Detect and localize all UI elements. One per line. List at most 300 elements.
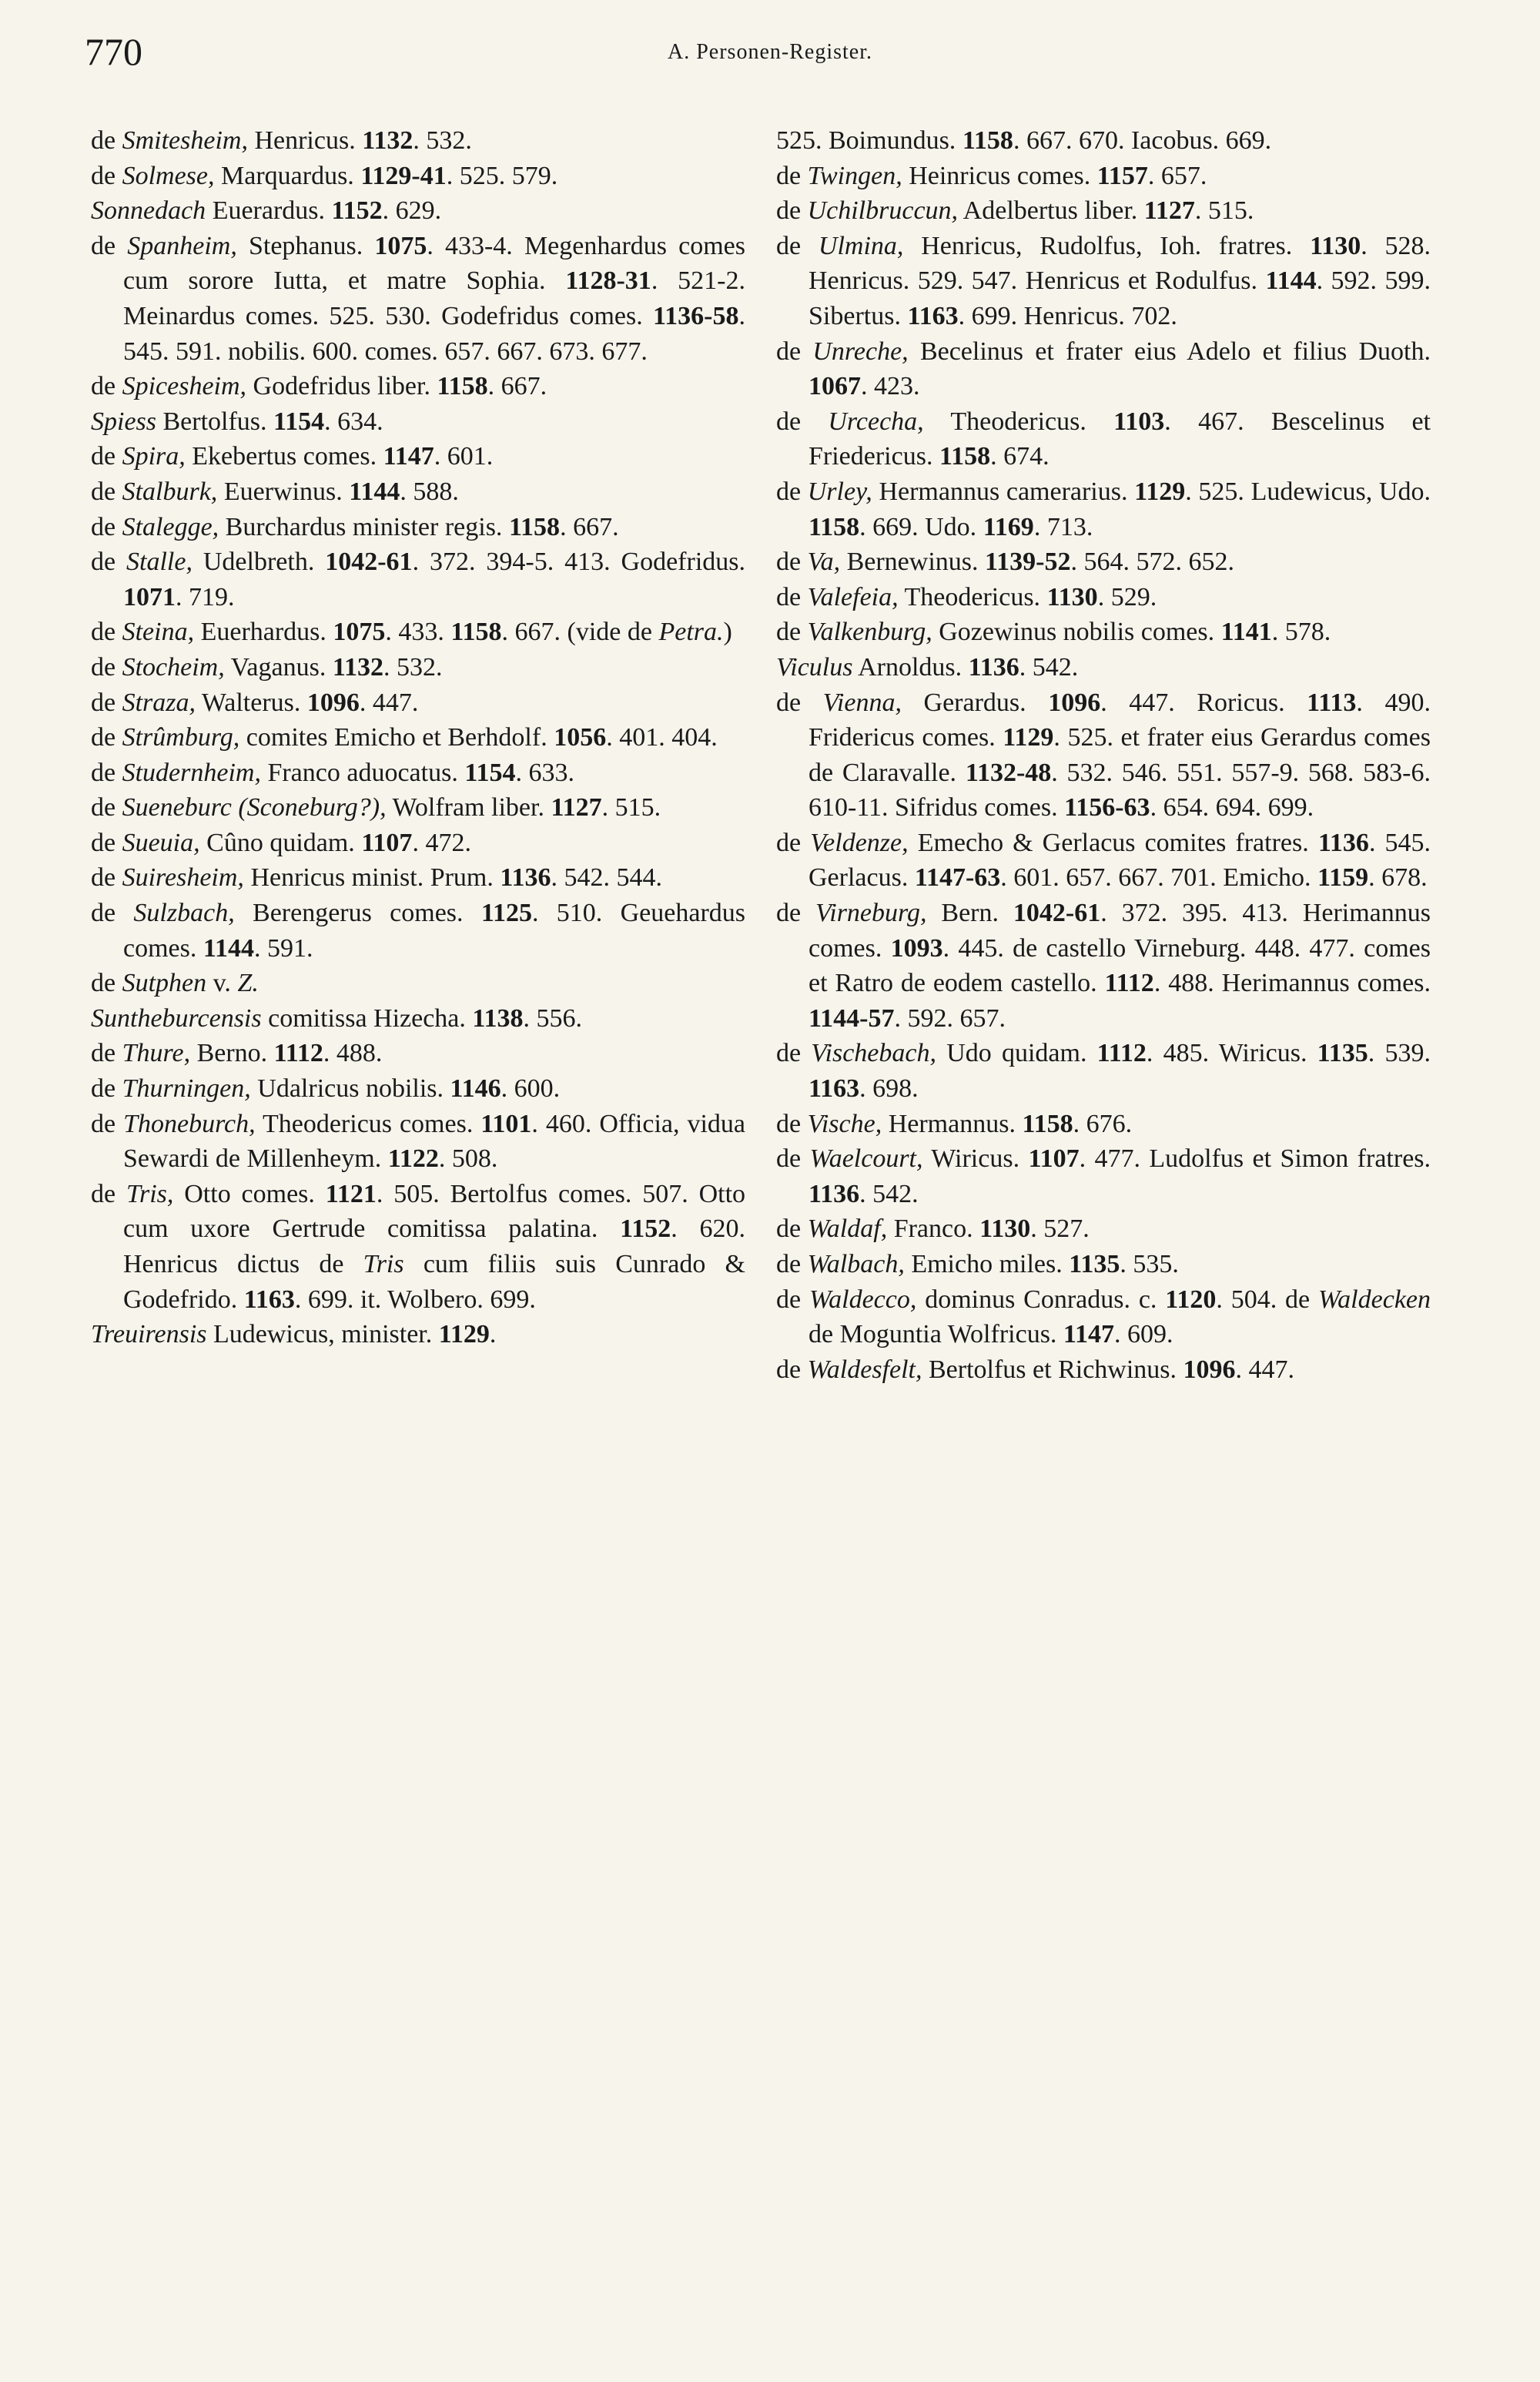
register-entry: [91, 896, 745, 966]
register-entry: [776, 615, 1431, 650]
entry-text: . 669. Udo.: [859, 512, 983, 541]
register-entry: [91, 474, 745, 510]
entry-text: . 525. 579.: [446, 161, 558, 190]
entry-year: 1163: [907, 301, 959, 330]
entry-name: Sueuia,: [122, 828, 200, 857]
register-columns: [91, 123, 1461, 2341]
entry-text: de: [91, 793, 122, 822]
entry-year: 1096: [306, 688, 360, 717]
entry-text: . 532.: [413, 126, 472, 155]
entry-name: Unreche,: [812, 337, 909, 366]
entry-year: 1129: [1134, 477, 1186, 506]
entry-text: Wiricus.: [922, 1144, 1029, 1174]
entry-text: de: [91, 863, 122, 893]
entry-year: 1136-58: [653, 301, 739, 330]
entry-text: . 667. (vide de: [501, 618, 659, 647]
entry-name: Studernheim,: [122, 758, 261, 787]
register-entry: [91, 544, 745, 615]
entry-text: Arnoldus.: [852, 652, 969, 682]
entry-name: Vische,: [807, 1109, 882, 1138]
register-entry: [776, 650, 1431, 685]
entry-name: Strûmburg,: [122, 723, 240, 752]
entry-name: Urley,: [807, 477, 872, 506]
entry-text: . 401. 404.: [606, 723, 718, 752]
entry-text: . 634.: [324, 407, 383, 436]
entry-name: Sulzbach,: [133, 899, 235, 928]
entry-year: 1152: [331, 196, 383, 226]
register-entry: [91, 193, 745, 229]
register-entry: [776, 229, 1431, 334]
register-entry: [91, 826, 745, 861]
entry-text: de: [91, 512, 122, 541]
entry-text: de: [776, 828, 811, 857]
entry-text: . 447.: [1235, 1355, 1295, 1384]
entry-name: Stalegge,: [122, 512, 219, 541]
entry-year: 1127: [551, 793, 602, 822]
register-entry: [91, 439, 745, 474]
entry-year: 1159: [1317, 863, 1369, 893]
entry-text: de: [776, 1355, 808, 1384]
entry-text: de: [91, 477, 122, 506]
entry-year: 1147: [383, 442, 434, 471]
entry-text: de: [91, 442, 122, 471]
entry-text: Godefridus liber.: [246, 372, 437, 401]
entry-year: 1113: [1307, 688, 1357, 717]
entry-text: . 445. de castello Virneburg. 448. 477. comes et Ratro de eodem castello.: [808, 933, 1431, 998]
entry-text: Bertolfus.: [156, 407, 274, 436]
right-column: [776, 123, 1431, 1387]
entry-year: 1132-48: [965, 758, 1052, 787]
entry-year: 1144: [349, 477, 400, 506]
entry-text: Euerhardus.: [194, 618, 333, 647]
entry-name: Twingen,: [807, 161, 902, 190]
entry-year: 1146: [450, 1074, 501, 1104]
entry-year: 1129: [438, 1320, 490, 1349]
entry-text: . 667.: [487, 372, 547, 401]
entry-text: Gerardus.: [901, 688, 1049, 717]
entry-text: Henricus, Rudolfus, Ioh. fratres.: [903, 231, 1311, 260]
entry-text: de: [776, 231, 819, 260]
entry-text: 525. Boimundus.: [776, 126, 962, 155]
register-entry: [91, 650, 745, 685]
entry-year: 1125: [480, 899, 532, 928]
entry-year: 1129-41: [360, 161, 447, 190]
entry-name: Viculus: [776, 652, 853, 682]
entry-text: . 467. Bescelinus et Friedericus.: [808, 407, 1431, 471]
entry-text: . 545. Gerlacus.: [808, 828, 1431, 893]
entry-text: . 674.: [990, 442, 1050, 471]
entry-text: Bertolfus et Richwinus.: [922, 1355, 1183, 1384]
entry-text: . 654. 694. 699.: [1150, 793, 1314, 822]
entry-text: de: [91, 688, 122, 717]
entry-name: Sonnedach: [91, 196, 206, 226]
register-entry: [776, 1282, 1431, 1352]
entry-year: 1067: [808, 372, 861, 401]
entry-year: 1158: [962, 126, 1013, 155]
entry-text: Walterus.: [196, 688, 307, 717]
entry-text: de: [91, 969, 122, 998]
entry-name: Walbach,: [807, 1250, 905, 1278]
entry-text: . 719.: [176, 582, 235, 611]
entry-text: . 372. 394-5. 413. Godefridus.: [412, 548, 746, 577]
entry-text: . 667.: [560, 512, 619, 541]
entry-name: Z.: [237, 969, 259, 998]
entry-text: . 600.: [500, 1074, 561, 1104]
entry-text: de: [776, 337, 813, 366]
entry-name: Spiess: [91, 407, 156, 436]
register-entry: [91, 159, 745, 194]
entry-text: . 460. Officia, vidua Sewardi de Millenheym.: [123, 1109, 745, 1174]
entry-text: . 542.: [1019, 652, 1079, 682]
entry-text: Franco.: [887, 1214, 980, 1244]
entry-name: Va,: [807, 548, 841, 577]
entry-year: 1144: [203, 933, 254, 963]
entry-text: . 447. Roricus.: [1100, 688, 1307, 717]
register-entry: [776, 685, 1431, 826]
entry-name: Waldecken: [1317, 1285, 1431, 1314]
register-entry: [91, 1036, 745, 1071]
register-entry: [776, 826, 1431, 896]
entry-text: . 601.: [434, 442, 494, 471]
register-entry: [776, 580, 1431, 615]
register-entry: [776, 404, 1431, 474]
entry-year: 1096: [1048, 688, 1101, 717]
entry-text: Emicho miles.: [904, 1250, 1070, 1278]
entry-text: de: [776, 899, 815, 928]
entry-year: 1158: [808, 512, 860, 541]
entry-name: Valefeia,: [807, 582, 899, 611]
register-entry: [776, 544, 1431, 580]
entry-year: 1139-52: [985, 548, 1071, 577]
entry-text: . 556.: [523, 1003, 583, 1033]
entry-name: Waldaf,: [807, 1214, 888, 1244]
entry-name: Tris: [363, 1250, 404, 1278]
entry-year: 1127: [1143, 196, 1195, 226]
entry-text: . 510. Geuehardus comes.: [123, 899, 746, 963]
left-column: [91, 123, 745, 1352]
entry-text: . 545. 591. nobilis. 600. comes. 657. 667. 673. 677.: [123, 301, 745, 366]
entry-text: de: [91, 1074, 122, 1104]
entry-year: 1147: [1063, 1320, 1115, 1349]
entry-name: Urcecha,: [828, 407, 924, 436]
entry-year: 1136: [968, 652, 1019, 682]
entry-text: Udo quidam.: [936, 1039, 1097, 1068]
entry-text: . 423.: [861, 372, 920, 401]
entry-year: 1101: [480, 1109, 532, 1138]
entry-year: 1158: [939, 442, 991, 471]
entry-name: Straza,: [122, 688, 196, 717]
entry-text: . 713.: [1033, 512, 1093, 541]
entry-year: 1056: [554, 723, 607, 752]
entry-name: Waldecco,: [808, 1285, 917, 1314]
register-entry: [776, 1107, 1431, 1142]
entry-name: Suiresheim,: [122, 863, 244, 893]
entry-text: comitissa Hizecha.: [261, 1003, 473, 1033]
entry-name: Waelcourt,: [809, 1144, 923, 1174]
register-entry: [91, 1107, 745, 1177]
entry-text: Ludewicus, minister.: [206, 1320, 439, 1349]
entry-year: 1158: [1022, 1109, 1073, 1138]
entry-text: . 488.: [323, 1039, 383, 1068]
entry-text: de: [776, 477, 808, 506]
entry-text: de: [776, 548, 808, 577]
entry-text: . 472.: [412, 828, 471, 857]
entry-name: Sueneburc (Sconeburg?),: [122, 793, 387, 822]
entry-year: 1093: [890, 933, 943, 963]
entry-year: 1107: [1028, 1144, 1080, 1174]
entry-text: . 485. Wiricus.: [1146, 1039, 1317, 1068]
entry-text: de: [91, 161, 122, 190]
entry-text: . 667. 670. Iacobus. 669.: [1013, 126, 1272, 155]
entry-text: de: [91, 1039, 122, 1068]
register-entry: [91, 860, 745, 896]
entry-year: 1075: [374, 231, 427, 260]
page-number: 770: [85, 30, 142, 73]
entry-text: . 592. 657.: [894, 1003, 1006, 1033]
entry-year: 1136: [500, 863, 551, 893]
entry-year: 1138: [472, 1003, 524, 1033]
entry-text: de: [776, 196, 808, 226]
entry-text: Udelbreth.: [192, 548, 326, 577]
entry-name: Spicesheim,: [122, 372, 247, 401]
entry-text: de: [776, 688, 823, 717]
entry-text: de: [776, 407, 829, 436]
entry-text: comites Emicho et Berhdolf.: [239, 723, 554, 752]
entry-name: Vischebach,: [811, 1039, 936, 1068]
entry-text: Hermannus.: [882, 1109, 1023, 1138]
entry-text: Burchardus minister regis.: [219, 512, 509, 541]
entry-year: 1075: [333, 618, 386, 647]
entry-text: . 609.: [1114, 1320, 1173, 1349]
entry-text: Hermannus camerarius.: [872, 477, 1135, 506]
entry-text: . 527.: [1030, 1214, 1090, 1244]
entry-text: Cûno quidam.: [199, 828, 362, 857]
entry-text: . 504. de: [1216, 1285, 1318, 1314]
entry-text: Euerardus.: [206, 196, 332, 226]
entry-text: . 505. Bertolfus comes. 507. Otto cum uxore Gertrude comitissa palatina.: [123, 1179, 746, 1244]
entry-text: . 525. Ludewicus, Udo.: [1185, 477, 1431, 506]
entry-text: Wolfram liber.: [386, 793, 551, 822]
entry-year: 1147-63: [914, 863, 1001, 893]
entry-text: . 515.: [601, 793, 661, 822]
entry-text: Adelbertus liber.: [958, 196, 1144, 226]
register-entry: [91, 369, 745, 404]
entry-name: Waldesfelt,: [807, 1355, 922, 1384]
register-entry: [91, 685, 745, 721]
entry-year: 1112: [1104, 969, 1154, 998]
entry-text: . 657.: [1147, 161, 1207, 190]
entry-text: . 678.: [1368, 863, 1428, 893]
entry-name: Spanheim,: [127, 231, 237, 260]
entry-name: Stalle,: [126, 548, 192, 577]
entry-text: de: [91, 1179, 126, 1208]
entry-text: de: [776, 1144, 810, 1174]
entry-name: Thurningen,: [122, 1074, 251, 1104]
entry-year: 1136: [1317, 828, 1369, 857]
register-entry: [776, 159, 1431, 194]
register-entry: [776, 474, 1431, 544]
entry-year: 1132: [362, 126, 413, 155]
entry-text: de: [91, 652, 122, 682]
entry-text: Berengerus comes.: [234, 899, 481, 928]
entry-text: . 532. 546. 551. 557-9. 568. 583-6. 610-11. Sifridus comes.: [808, 758, 1431, 822]
entry-year: 1152: [620, 1214, 671, 1244]
register-entry: [91, 510, 745, 545]
entry-year: 1154: [464, 758, 516, 787]
entry-text: . 433.: [385, 618, 451, 647]
entry-text: . 542. 544.: [551, 863, 662, 893]
entry-text: . 433-4. Megenhardus comes cum sorore Iutta, et matre Sophia.: [123, 231, 745, 296]
entry-text: . 699. it. Wolbero. 699.: [294, 1285, 536, 1314]
entry-text: Ekebertus comes.: [185, 442, 383, 471]
register-entry: [91, 966, 745, 1001]
entry-name: Tris,: [126, 1179, 174, 1208]
entry-text: .: [489, 1320, 497, 1349]
register-entry: [776, 123, 1431, 159]
entry-year: 1135: [1069, 1250, 1120, 1278]
entry-year: 1135: [1317, 1039, 1368, 1068]
entry-text: de: [776, 618, 808, 647]
entry-year: 1120: [1165, 1285, 1217, 1314]
entry-text: Theodericus comes.: [255, 1109, 481, 1138]
entry-year: 1141: [1220, 618, 1272, 647]
entry-year: 1042-61: [1013, 899, 1101, 928]
entry-text: de: [91, 231, 128, 260]
entry-year: 1130: [1310, 231, 1361, 260]
entry-text: de: [91, 828, 122, 857]
entry-text: v.: [206, 969, 238, 998]
entry-name: Ulmina,: [818, 231, 904, 260]
entry-text: . 601. 657. 667. 701. Emicho.: [1000, 863, 1318, 893]
entry-year: 1103: [1113, 407, 1165, 436]
entry-year: 1156-63: [1064, 793, 1150, 822]
entry-year: 1132: [332, 652, 383, 682]
entry-text: . 699. Henricus. 702.: [958, 301, 1177, 330]
entry-text: Heinricus comes.: [902, 161, 1097, 190]
entry-text: Berno.: [190, 1039, 274, 1068]
entry-year: 1163: [243, 1285, 295, 1314]
entry-year: 1071: [123, 582, 176, 611]
register-entry: [91, 1071, 745, 1107]
entry-year: 1157: [1096, 161, 1148, 190]
entry-text: . 515.: [1194, 196, 1254, 226]
entry-text: . 488. Herimannus comes.: [1153, 969, 1431, 998]
entry-text: Otto comes.: [173, 1179, 326, 1208]
register-entry: [776, 1141, 1431, 1211]
entry-text: . 447.: [359, 688, 419, 717]
entry-text: . 698.: [859, 1074, 919, 1104]
entry-text: de Moguntia Wolfricus.: [808, 1320, 1063, 1349]
entry-text: . 578.: [1271, 618, 1331, 647]
entry-name: Vienna,: [822, 688, 902, 717]
entry-name: Thoneburch,: [123, 1109, 256, 1138]
entry-text: . 477. Ludolfus et Simon fratres.: [1079, 1144, 1431, 1174]
entry-text: . 525. et frater eius Gerardus comes de Claravalle.: [808, 723, 1431, 787]
entry-text: de: [91, 758, 122, 787]
entry-text: de: [776, 1109, 808, 1138]
register-entry: [91, 404, 745, 440]
register-entry: [91, 1001, 745, 1037]
entry-name: Suntheburcensis: [91, 1003, 262, 1033]
entry-text: de: [776, 1250, 808, 1278]
entry-text: . 633.: [515, 758, 574, 787]
register-entry: [776, 1036, 1431, 1106]
entry-text: Udalricus nobilis.: [250, 1074, 450, 1104]
register-entry: [776, 1211, 1431, 1247]
register-entry: [91, 229, 745, 369]
entry-text: de: [776, 161, 808, 190]
entry-text: de: [91, 899, 134, 928]
entry-year: 1121: [325, 1179, 377, 1208]
entry-text: Henricus.: [247, 126, 363, 155]
entry-name: Stocheim,: [122, 652, 225, 682]
entry-text: Stephanus.: [236, 231, 375, 260]
entry-year: 1136: [808, 1179, 860, 1208]
entry-text: de: [91, 1109, 124, 1138]
entry-name: Virneburg,: [815, 899, 927, 928]
entry-year: 1112: [273, 1039, 323, 1068]
entry-year: 1144-57: [808, 1003, 895, 1033]
entry-year: 1130: [1046, 582, 1098, 611]
entry-text: Gozewinus nobilis comes.: [932, 618, 1221, 647]
entry-name: Treuirensis: [91, 1320, 207, 1349]
entry-text: Franco aduocatus.: [260, 758, 465, 787]
running-head: A. Personen-Register.: [668, 40, 872, 64]
entry-text: de: [776, 1039, 812, 1068]
entry-text: . 528. Henricus. 529. 547. Henricus et Rodulfus.: [808, 231, 1431, 296]
entry-name: Solmese,: [122, 161, 215, 190]
entry-year: 1163: [808, 1074, 860, 1104]
entry-year: 1122: [387, 1144, 439, 1174]
entry-year: 1107: [361, 828, 413, 857]
register-entry: [91, 755, 745, 791]
entry-text: . 508.: [438, 1144, 498, 1174]
entry-text: de: [91, 548, 127, 577]
entry-text: . 490. Fridericus comes.: [808, 688, 1431, 752]
entry-text: . 372. 395. 413. Herimannus comes.: [808, 899, 1431, 963]
entry-year: 1129: [1003, 723, 1054, 752]
entry-text: Euerwinus.: [217, 477, 350, 506]
register-entry: [91, 720, 745, 755]
entry-text: Bernewinus.: [840, 548, 986, 577]
entry-text: . 592. 599. Sibertus.: [808, 266, 1431, 330]
entry-text: . 564. 572. 652.: [1070, 548, 1234, 577]
entry-text: . 629.: [382, 196, 442, 226]
entry-year: 1154: [273, 407, 325, 436]
entry-text: ): [723, 618, 732, 647]
entry-text: . 620. Henricus dictus de: [123, 1214, 745, 1278]
entry-text: de: [776, 1285, 809, 1314]
entry-year: 1158: [508, 512, 561, 541]
entry-name: Steina,: [122, 618, 195, 647]
entry-year: 1128-31: [565, 266, 651, 296]
register-entry: [91, 1177, 745, 1317]
entry-text: Theodericus.: [923, 407, 1114, 436]
register-entry: [776, 1247, 1431, 1282]
register-entry: [776, 334, 1431, 404]
entry-text: Emecho & Gerlacus comites fratres.: [908, 828, 1318, 857]
entry-name: Sutphen: [122, 969, 207, 998]
entry-name: Smitesheim,: [122, 126, 248, 155]
register-entry: [91, 123, 745, 159]
entry-text: . 542.: [859, 1179, 919, 1208]
register-entry: [776, 896, 1431, 1036]
register-entry: [91, 1317, 745, 1352]
entry-text: . 676.: [1073, 1109, 1133, 1138]
entry-text: Vaganus.: [224, 652, 333, 682]
entry-text: Henricus minist. Prum.: [243, 863, 500, 893]
page-header: [0, 29, 1540, 75]
